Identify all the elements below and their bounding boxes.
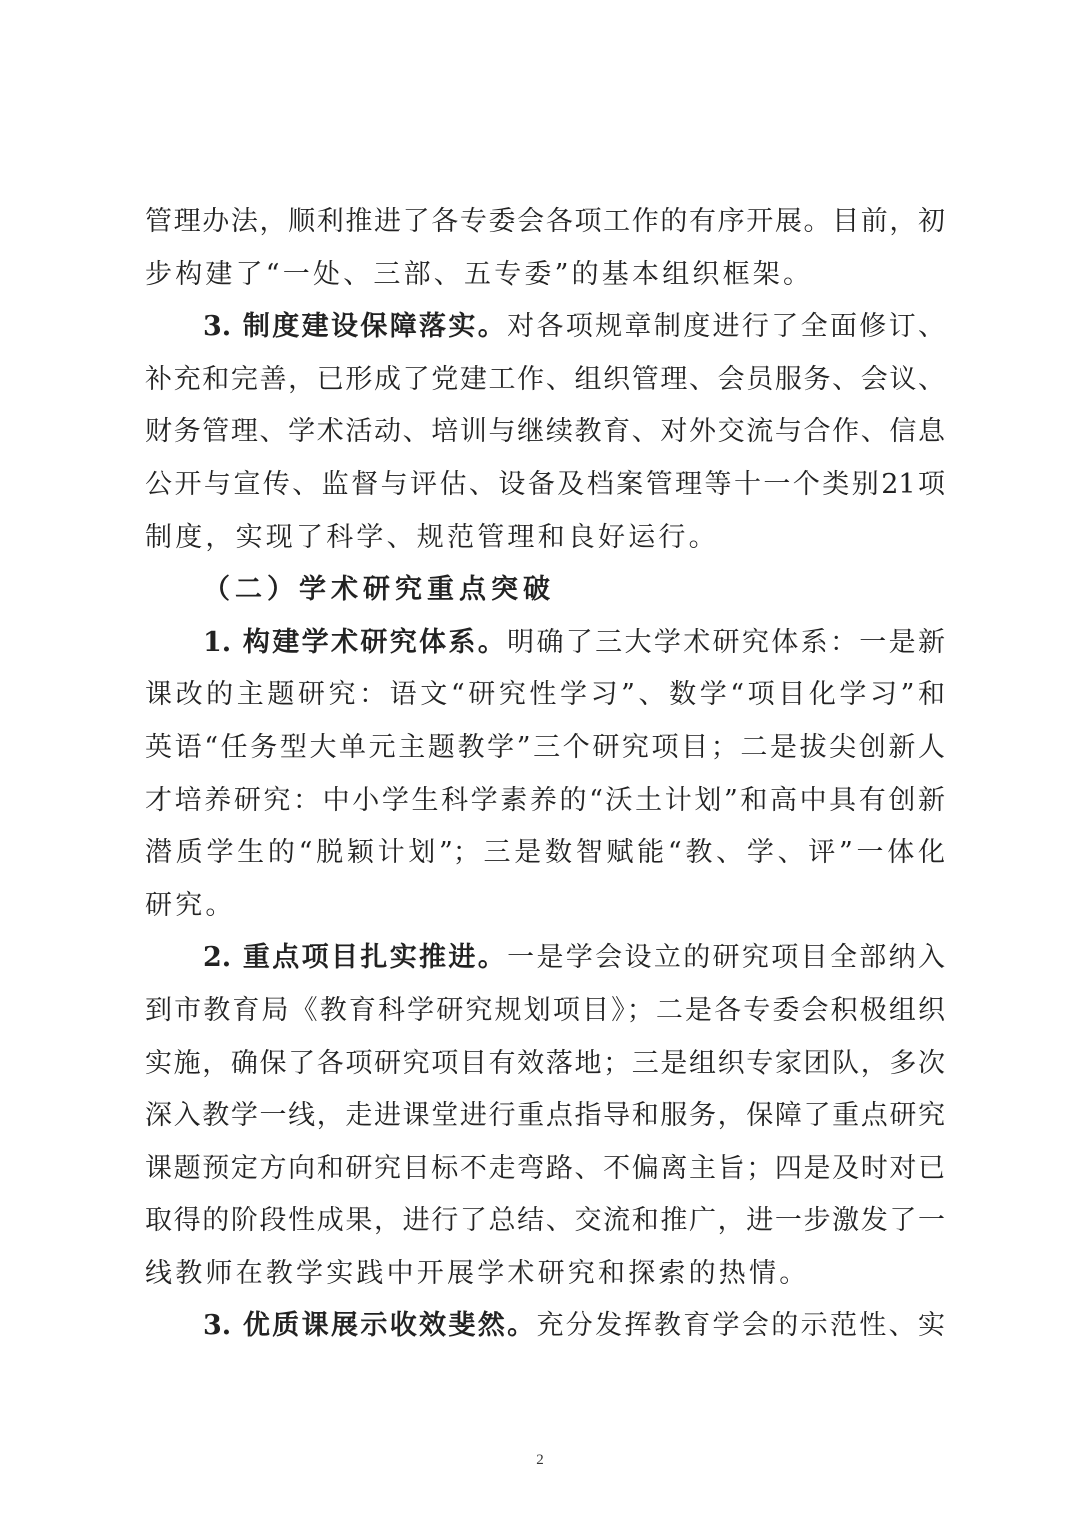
paragraph-line bbox=[145, 827, 945, 880]
line-text: 制度，实现了科学、规范管理和良好运行。 bbox=[145, 521, 719, 553]
section-heading-text: （二）学术研究重点突破 bbox=[203, 574, 555, 606]
paragraph-line bbox=[145, 932, 945, 985]
paragraph-line bbox=[145, 617, 945, 670]
paragraph-line bbox=[145, 301, 945, 354]
line-text: 潜质学生的“脱颖计划”；三是数智赋能“教、学、评”一体化 bbox=[145, 837, 945, 869]
paragraph-line bbox=[145, 1038, 945, 1091]
paragraph-line bbox=[145, 1300, 945, 1353]
line-text: 对各项规章制度进行了全面修订、 bbox=[507, 311, 945, 343]
paragraph-line bbox=[145, 196, 945, 249]
line-text: 明确了三大学术研究体系：一是新 bbox=[507, 626, 945, 658]
paragraph-line bbox=[145, 985, 945, 1038]
line-text: 补充和完善，已形成了党建工作、组织管理、会员服务、会议、 bbox=[145, 363, 945, 395]
line-text: 公开与宣传、监督与评估、设备及档案管理等十一个类别21项 bbox=[145, 468, 945, 500]
line-text: 充分发挥教育学会的示范性、实 bbox=[536, 1310, 946, 1342]
line-text: 管理办法，顺利推进了各专委会各项工作的有序开展。目前，初 bbox=[145, 206, 945, 237]
paragraph-line bbox=[145, 1090, 945, 1143]
paragraph-line bbox=[145, 1195, 945, 1248]
line-text: 到市教育局《教育科学研究规划项目》；二是各专委会积极组织 bbox=[145, 994, 945, 1026]
line-text: 英语“任务型大单元主题教学”三个研究项目；二是拔尖创新人 bbox=[145, 731, 945, 763]
line-text: 实施，确保了各项研究项目有效落地；三是组织专家团队，多次 bbox=[145, 1047, 945, 1079]
item-heading: 3. 制度建设保障落实。 bbox=[203, 311, 508, 343]
line-text: 取得的阶段性成果，进行了总结、交流和推广，进一步激发了一 bbox=[145, 1205, 945, 1237]
line-text: 步构建了“一处、三部、五专委”的基本组织框架。 bbox=[145, 258, 814, 290]
item-heading: 3. 优质课展示收效斐然。 bbox=[203, 1310, 537, 1342]
line-text: 一是学会设立的研究项目全部纳入 bbox=[507, 942, 945, 974]
paragraph-line bbox=[145, 880, 945, 933]
line-text: 课题预定方向和研究目标不走弯路、不偏离主旨；四是及时对已 bbox=[145, 1152, 945, 1184]
document-body bbox=[145, 196, 945, 1353]
section-heading bbox=[145, 564, 945, 617]
paragraph-line bbox=[145, 459, 945, 512]
paragraph-line bbox=[145, 775, 945, 828]
paragraph-line bbox=[145, 1248, 945, 1301]
paragraph-line bbox=[145, 354, 945, 407]
line-text: 财务管理、学术活动、培训与继续教育、对外交流与合作、信息 bbox=[145, 416, 945, 448]
paragraph-line bbox=[145, 249, 945, 302]
page-number: 2 bbox=[536, 1452, 544, 1468]
line-text: 才培养研究：中小学生科学素养的“沃土计划”和高中具有创新 bbox=[145, 784, 945, 816]
line-text: 研究。 bbox=[145, 889, 236, 921]
item-heading: 1. 构建学术研究体系。 bbox=[203, 626, 508, 658]
paragraph-line bbox=[145, 1143, 945, 1196]
line-text: 深入教学一线，走进课堂进行重点指导和服务，保障了重点研究 bbox=[145, 1100, 945, 1132]
paragraph-line bbox=[145, 669, 945, 722]
paragraph-line bbox=[145, 406, 945, 459]
paragraph-line bbox=[145, 512, 945, 565]
paragraph-line bbox=[145, 722, 945, 775]
line-text: 课改的主题研究：语文“研究性学习”、数学“项目化学习”和 bbox=[145, 679, 945, 711]
line-text: 线教师在教学实践中开展学术研究和探索的热情。 bbox=[145, 1257, 810, 1289]
item-heading: 2. 重点项目扎实推进。 bbox=[203, 942, 508, 974]
